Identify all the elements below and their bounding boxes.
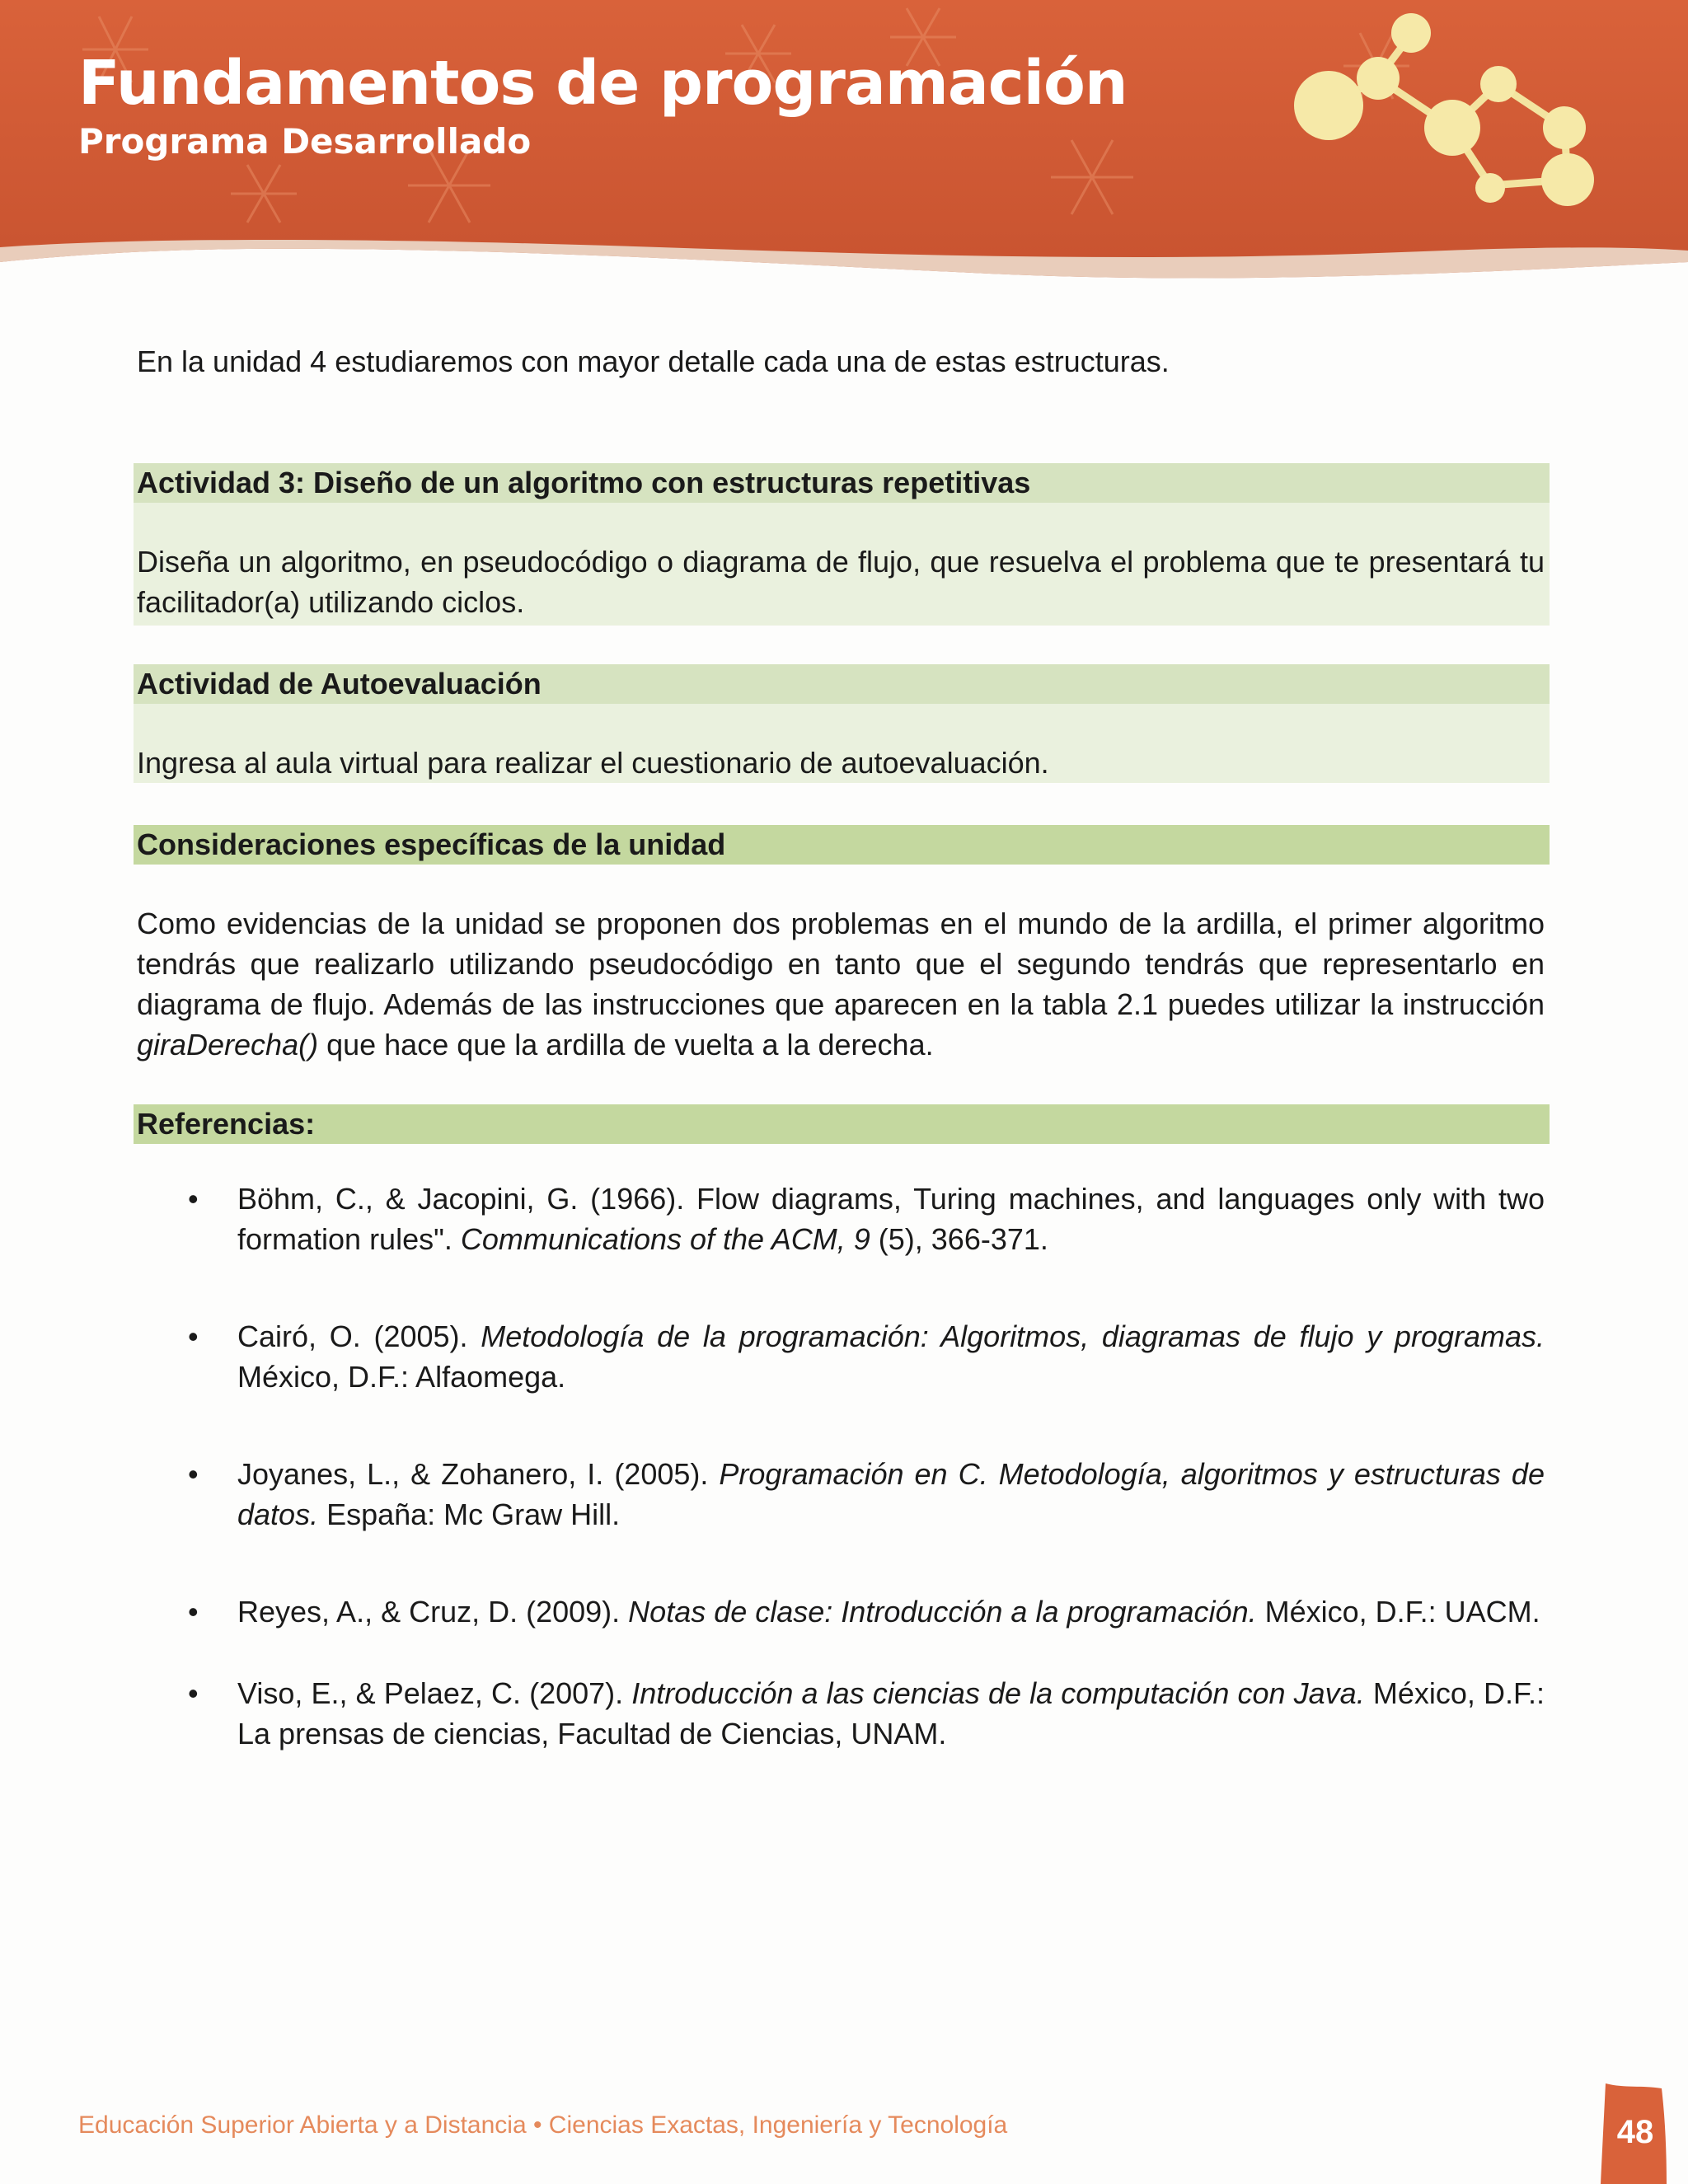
reference-item: • Reyes, A., & Cruz, D. (2009). Notas de clase: Introducción a la programación. México, D.F.: UACM. bbox=[188, 1591, 1545, 1632]
bullet-icon: • bbox=[188, 1457, 199, 1491]
footer-text: Educación Superior Abierta y a Distancia • Ciencias Exactas, Ingeniería y Tecnología bbox=[78, 2111, 1008, 2139]
reference-item: • Böhm, C., & Jacopini, G. (1966). Flow diagrams, Turing machines, and languages only with two formation rules". Communications of the ACM, 9 (5), 366-371. bbox=[188, 1179, 1545, 1259]
activity3-box bbox=[134, 463, 1550, 626]
activity3-heading: Actividad 3: Diseño de un algoritmo con estructuras repetitivas bbox=[134, 463, 1550, 503]
autoevaluacion-heading: Actividad de Autoevaluación bbox=[134, 664, 1550, 704]
header-banner bbox=[0, 0, 1688, 297]
consideraciones-text-a: Como evidencias de la unidad se proponen dos problemas en el mundo de la ardilla, el primer algoritmo tendrás que realizarlo utilizando pseudocódigo en tanto que el segundo tendrás que representarlo en diagrama de flujo. Además de las instrucciones que aparecen en la tabla 2.1 puedes utilizar la instrucción bbox=[137, 907, 1545, 1021]
activity3-body: Diseña un algoritmo, en pseudocódigo o diagrama de flujo, que resuelva el problema que te presentará tu facilitador(a) utilizando ciclos. bbox=[134, 503, 1550, 626]
referencias-box bbox=[134, 1104, 1550, 1144]
document-subtitle: Programa Desarrollado bbox=[78, 121, 532, 162]
intro-paragraph: En la unidad 4 estudiaremos con mayor detalle cada una de estas estructuras. bbox=[137, 344, 1170, 378]
bullet-icon: • bbox=[188, 1319, 199, 1353]
reference-item: • Joyanes, L., & Zohanero, I. (2005). Programación en C. Metodología, algoritmos y estructuras de datos. España: Mc Graw Hill. bbox=[188, 1454, 1545, 1535]
consideraciones-heading: Consideraciones específicas de la unidad bbox=[134, 825, 1550, 865]
consideraciones-box bbox=[134, 825, 1550, 865]
page-number: 48 bbox=[1616, 2114, 1654, 2150]
referencias-heading: Referencias: bbox=[134, 1104, 1550, 1144]
reference-item: • Viso, E., & Pelaez, C. (2007). Introducción a las ciencias de la computación con Java. México, D.F.: La prensas de ciencias, Facultad de Ciencias, UNAM. bbox=[188, 1673, 1545, 1754]
bullet-icon: • bbox=[188, 1182, 199, 1216]
consideraciones-body bbox=[137, 903, 1545, 1065]
autoevaluacion-box bbox=[134, 664, 1550, 783]
reference-item: • Cairó, O. (2005). Metodología de la programación: Algoritmos, diagramas de flujo y programas. México, D.F.: Alfaomega. bbox=[188, 1316, 1545, 1397]
references-list bbox=[188, 1179, 1545, 1754]
autoevaluacion-body: Ingresa al aula virtual para realizar el cuestionario de autoevaluación. bbox=[134, 704, 1550, 783]
bullet-icon: • bbox=[188, 1676, 199, 1710]
bullet-icon: • bbox=[188, 1595, 199, 1629]
consideraciones-text-b: que hace que la ardilla de vuelta a la derecha. bbox=[318, 1028, 934, 1062]
consideraciones-instruction: giraDerecha() bbox=[137, 1028, 319, 1062]
document-title: Fundamentos de programación bbox=[78, 48, 1128, 119]
